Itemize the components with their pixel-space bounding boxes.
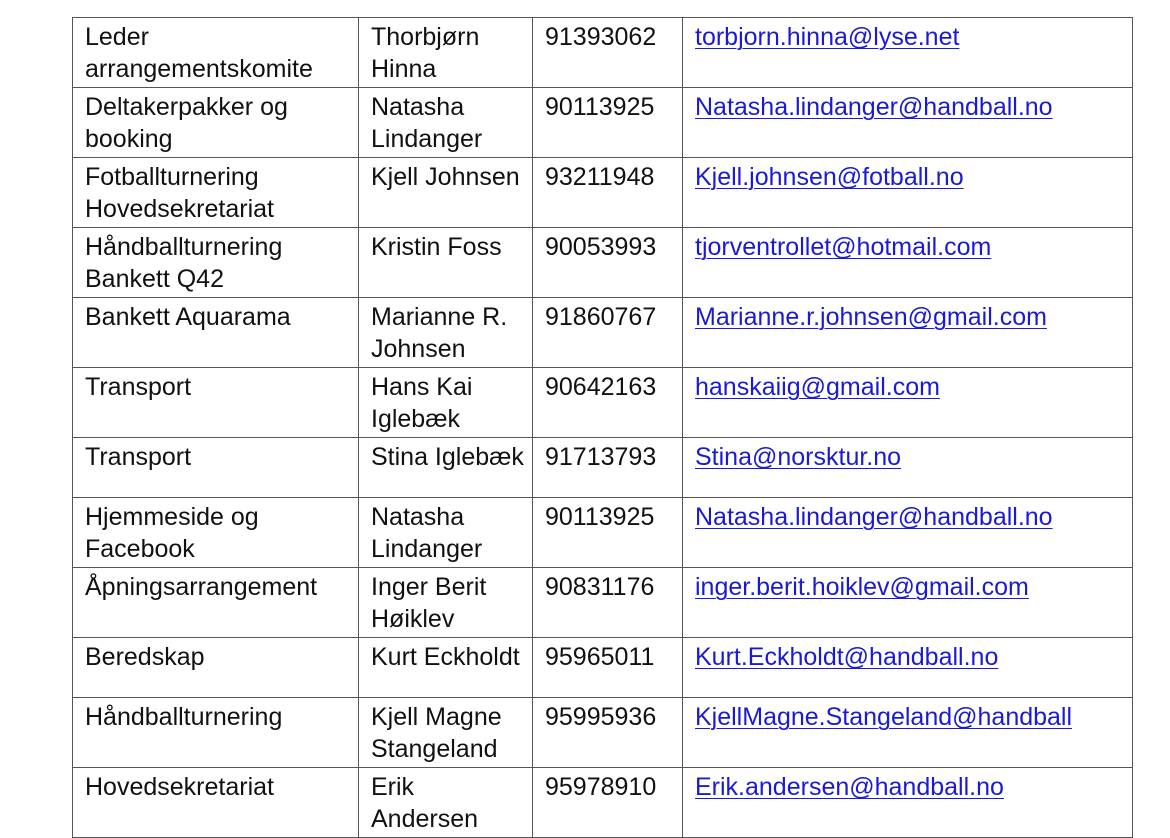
email-link[interactable]: KjellMagne.Stangeland@handball (695, 703, 1073, 731)
email-cell (683, 158, 1133, 228)
role-cell: Hjemmeside og Facebook (73, 498, 359, 568)
role-cell: Deltakerpakker og booking (73, 88, 359, 158)
phone-cell: 95965011 (533, 638, 683, 698)
email-link[interactable]: hanskaiig@gmail.com (695, 373, 940, 401)
email-cell (683, 568, 1133, 638)
email-cell (683, 638, 1133, 698)
phone-cell: 91860767 (533, 298, 683, 368)
phone-cell: 95978910 (533, 768, 683, 838)
contact-table-body (73, 18, 1133, 838)
table-row (73, 698, 1133, 768)
email-cell (683, 18, 1133, 88)
name-cell: Inger Berit Høiklev (359, 568, 533, 638)
role-cell: Håndballturnering (73, 698, 359, 768)
email-cell (683, 698, 1133, 768)
table-row (73, 88, 1133, 158)
role-cell: Hovedsekretariat (73, 768, 359, 838)
email-cell (683, 768, 1133, 838)
email-link[interactable]: Natasha.lindanger@handball.no (695, 93, 1053, 121)
name-cell: Hans Kai Iglebæk (359, 368, 533, 438)
email-link[interactable]: Marianne.r.johnsen@gmail.com (695, 303, 1047, 331)
table-row (73, 368, 1133, 438)
name-cell: Thorbjørn Hinna (359, 18, 533, 88)
phone-cell: 91393062 (533, 18, 683, 88)
name-cell: Kurt Eckholdt (359, 638, 533, 698)
name-cell: Kjell Magne Stangeland (359, 698, 533, 768)
phone-cell: 90053993 (533, 228, 683, 298)
role-cell: Håndballturnering Bankett Q42 (73, 228, 359, 298)
phone-cell: 93211948 (533, 158, 683, 228)
role-cell: Bankett Aquarama (73, 298, 359, 368)
email-cell (683, 368, 1133, 438)
name-cell: Marianne R. Johnsen (359, 298, 533, 368)
phone-cell: 90642163 (533, 368, 683, 438)
table-row (73, 158, 1133, 228)
role-cell: Transport (73, 438, 359, 498)
email-link[interactable]: Natasha.lindanger@handball.no (695, 503, 1053, 531)
name-cell: Erik Andersen (359, 768, 533, 838)
phone-cell: 90113925 (533, 498, 683, 568)
role-cell: Transport (73, 368, 359, 438)
name-cell: Natasha Lindanger (359, 88, 533, 158)
table-row (73, 568, 1133, 638)
email-cell (683, 228, 1133, 298)
table-row (73, 18, 1133, 88)
email-link[interactable]: Kurt.Eckholdt@handball.no (695, 643, 999, 671)
email-link[interactable]: tjorventrollet@hotmail.com (695, 233, 992, 261)
role-cell: Leder arrangementskomite (73, 18, 359, 88)
email-link[interactable]: Kjell.johnsen@fotball.no (695, 163, 964, 191)
email-cell (683, 88, 1133, 158)
table-row (73, 638, 1133, 698)
email-cell (683, 498, 1133, 568)
table-row (73, 228, 1133, 298)
role-cell: Åpningsarrangement (73, 568, 359, 638)
email-link[interactable]: inger.berit.hoiklev@gmail.com (695, 573, 1029, 601)
name-cell: Natasha Lindanger (359, 498, 533, 568)
email-link[interactable]: Erik.andersen@handball.no (695, 773, 1004, 801)
table-row (73, 438, 1133, 498)
table-row (73, 298, 1133, 368)
role-cell: Beredskap (73, 638, 359, 698)
phone-cell: 90831176 (533, 568, 683, 638)
role-cell: Fotballturnering Hovedsekretariat (73, 158, 359, 228)
phone-cell: 91713793 (533, 438, 683, 498)
email-link[interactable]: Stina@norsktur.no (695, 443, 902, 471)
name-cell: Kjell Johnsen (359, 158, 533, 228)
name-cell: Kristin Foss (359, 228, 533, 298)
table-row (73, 768, 1133, 838)
phone-cell: 90113925 (533, 88, 683, 158)
email-cell (683, 438, 1133, 498)
contact-table (72, 17, 1133, 838)
table-row (73, 498, 1133, 568)
name-cell: Stina Iglebæk (359, 438, 533, 498)
email-cell (683, 298, 1133, 368)
phone-cell: 95995936 (533, 698, 683, 768)
email-link[interactable]: torbjorn.hinna@lyse.net (695, 23, 960, 51)
